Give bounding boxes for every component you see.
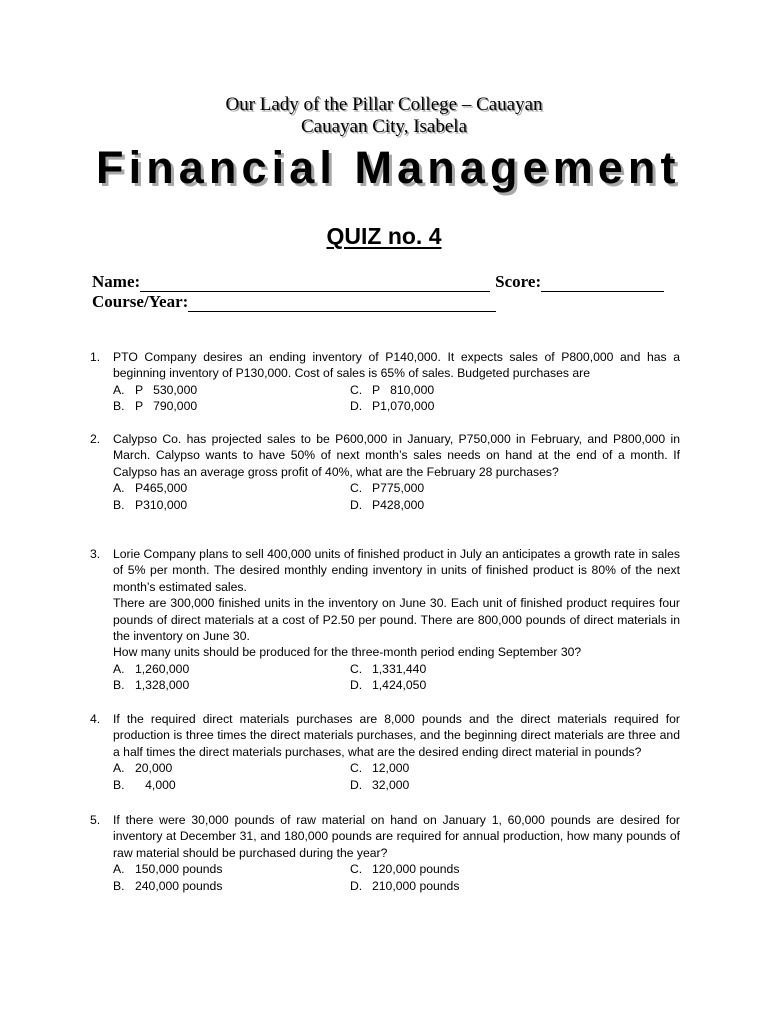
question-text xyxy=(90,711,680,760)
question-number: 4. xyxy=(90,712,101,726)
option-a[interactable] xyxy=(113,861,350,877)
option-letter: B. xyxy=(113,878,125,893)
option-letter: D. xyxy=(350,878,363,893)
option-text: P428,000 xyxy=(372,497,425,512)
option-a[interactable] xyxy=(113,661,350,677)
question-body xyxy=(113,812,680,861)
question-body xyxy=(113,349,680,382)
option-text: 240,000 pounds xyxy=(135,878,223,893)
option-text: 32,000 xyxy=(372,777,410,792)
question-paragraph: How many units should be produced for the three-month period ending September 30? xyxy=(113,645,582,660)
course-year-field[interactable] xyxy=(188,295,496,312)
question-body xyxy=(113,431,680,480)
option-letter: D. xyxy=(350,678,363,693)
question-paragraph: Lorie Company plans to sell 400,000 units of finished product in July an anticipates a growth rate in sales of 5% per month. The desired monthly ending inventory in units of finished product is 80% of the next month’s estimated sales. xyxy=(113,547,680,594)
option-text: 1,331,440 xyxy=(372,661,427,676)
answer-options xyxy=(113,382,680,415)
answer-options xyxy=(113,480,680,513)
score-field[interactable] xyxy=(541,275,664,292)
option-letter: D. xyxy=(350,497,363,512)
answer-options xyxy=(113,661,680,694)
option-text: P1,070,000 xyxy=(372,399,435,414)
option-c[interactable] xyxy=(350,382,580,398)
option-b[interactable] xyxy=(113,398,350,414)
question-3 xyxy=(90,546,680,694)
question-text xyxy=(90,431,680,480)
question-text xyxy=(90,349,680,382)
option-text: 4,000 xyxy=(135,777,176,792)
course-year-row xyxy=(92,292,496,312)
option-text: P310,000 xyxy=(135,497,188,512)
option-a[interactable] xyxy=(113,382,350,398)
option-text: 120,000 pounds xyxy=(372,862,460,877)
option-d[interactable] xyxy=(350,777,580,793)
option-text: 210,000 pounds xyxy=(372,878,460,893)
option-letter: C. xyxy=(350,481,363,496)
question-number: 2. xyxy=(90,432,101,446)
option-text: 20,000 xyxy=(135,761,173,776)
option-text: 1,424,050 xyxy=(372,678,427,693)
option-letter: C. xyxy=(350,661,363,676)
option-letter: D. xyxy=(350,399,363,414)
option-letter: A. xyxy=(113,661,125,676)
option-letter: A. xyxy=(113,761,125,776)
question-body xyxy=(113,711,680,760)
option-b[interactable] xyxy=(113,878,350,894)
subject-title: Financial Management xyxy=(96,142,681,193)
option-text: P465,000 xyxy=(135,481,188,496)
option-d[interactable] xyxy=(350,878,580,894)
question-number: 3. xyxy=(90,547,101,561)
question-number: 5. xyxy=(90,813,101,827)
name-field[interactable] xyxy=(140,275,490,292)
question-text xyxy=(90,546,680,661)
option-letter: C. xyxy=(350,382,363,397)
option-letter: C. xyxy=(350,862,363,877)
question-paragraph: PTO Company desires an ending inventory of P140,000. It expects sales of P800,000 and has a beginning inventory of P130,000. Cost of sales is 65% of sales. Budgeted purchases are xyxy=(113,350,680,381)
option-letter: A. xyxy=(113,862,125,877)
question-text xyxy=(90,812,680,861)
question-paragraph: If the required direct materials purchases are 8,000 pounds and the direct materials required for production is three times the direct materials purchases, and the beginning direct materials are three and a half times the direct materials purchases, what are the desired ending direct material in pounds? xyxy=(113,712,680,759)
school-name: Our Lady of the Pillar College – Cauayan xyxy=(225,94,543,115)
name-score-row xyxy=(92,272,664,292)
option-a[interactable] xyxy=(113,760,350,776)
option-text: 12,000 xyxy=(372,761,410,776)
question-5 xyxy=(90,812,680,894)
option-text: 1,260,000 xyxy=(135,661,190,676)
name-label: Name: xyxy=(92,272,141,291)
course-year-label: Course/Year: xyxy=(92,292,189,311)
option-b[interactable] xyxy=(113,497,350,513)
question-1 xyxy=(90,349,680,415)
option-letter: B. xyxy=(113,777,125,792)
option-letter: C. xyxy=(350,761,363,776)
question-body xyxy=(113,546,680,661)
question-paragraph: There are 300,000 finished units in the inventory on June 30. Each unit of finished product requires four pounds of direct materials at a cost of P2.50 per pound. There are 800,000 pounds of direct materials in the inventory on June 30. xyxy=(113,596,680,644)
option-text: P 810,000 xyxy=(372,382,435,397)
quiz-title-text: QUIZ no. 4 xyxy=(326,223,442,249)
option-b[interactable] xyxy=(113,777,350,793)
score-label: Score: xyxy=(495,272,542,291)
question-paragraph: If there were 30,000 pounds of raw material on hand on January 1, 60,000 pounds are desired for inventory at December 31, and 180,000 pounds are required for annual production, how many pounds of raw material should be purchased during the year? xyxy=(113,813,680,860)
answer-options xyxy=(113,861,680,894)
option-letter: B. xyxy=(113,399,125,414)
question-paragraph: Calypso Co. has projected sales to be P600,000 in January, P750,000 in February, and P800,000 in March. Calypso wants to have 50% of next month’s sales needs on hand at the end of a month. If Calypso has an average gross profit of 40%, what are the February 28 purchases? xyxy=(113,432,680,479)
question-4 xyxy=(90,711,680,793)
question-2 xyxy=(90,431,680,513)
answer-options xyxy=(113,760,680,793)
option-c[interactable] xyxy=(350,480,580,496)
option-letter: B. xyxy=(113,497,125,512)
option-letter: A. xyxy=(113,382,125,397)
option-c[interactable] xyxy=(350,861,580,877)
option-d[interactable] xyxy=(350,497,580,513)
option-text: P 530,000 xyxy=(135,382,198,397)
option-letter: D. xyxy=(350,777,363,792)
option-d[interactable] xyxy=(350,677,580,693)
option-letter: B. xyxy=(113,678,125,693)
option-text: 150,000 pounds xyxy=(135,862,223,877)
option-text: 1,328,000 xyxy=(135,678,190,693)
school-location: Cauayan City, Isabela xyxy=(300,116,468,137)
option-text: P775,000 xyxy=(372,481,425,496)
option-letter: A. xyxy=(113,481,125,496)
question-number: 1. xyxy=(90,350,101,364)
option-c[interactable] xyxy=(350,760,580,776)
quiz-title xyxy=(0,222,768,250)
option-a[interactable] xyxy=(113,480,350,496)
option-text: P 790,000 xyxy=(135,399,198,414)
option-b[interactable] xyxy=(113,677,350,693)
option-d[interactable] xyxy=(350,398,580,414)
option-c[interactable] xyxy=(350,661,580,677)
